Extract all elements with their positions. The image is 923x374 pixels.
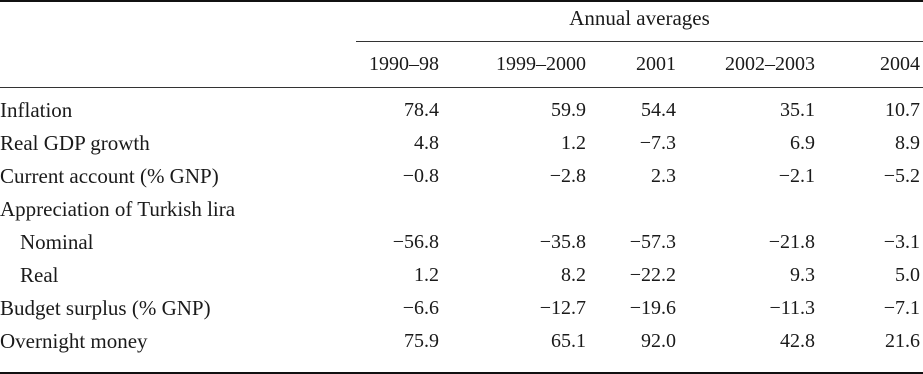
table-cell: −21.8 — [768, 231, 815, 253]
table-cell: 8.2 — [561, 264, 586, 286]
table-cell: 5.0 — [895, 264, 920, 286]
table-cell: 6.9 — [790, 132, 815, 154]
column-header-2004: 2004 — [880, 53, 920, 75]
table-cell: 2.3 — [651, 165, 676, 187]
table-cell: 1.2 — [561, 132, 586, 154]
row-label: Nominal — [20, 230, 94, 254]
row-label: Real GDP growth — [0, 131, 150, 155]
group-header-rule — [356, 41, 923, 42]
row-label: Real — [20, 263, 59, 287]
table-row-current-account — [0, 163, 923, 191]
table-cell: −3.1 — [883, 231, 920, 253]
row-label: Current account (% GNP) — [0, 164, 219, 188]
table-cell: 42.8 — [780, 330, 815, 352]
table-cell: 4.8 — [414, 132, 439, 154]
column-header-2002-2003: 2002–2003 — [725, 53, 815, 75]
table-row-real — [0, 262, 923, 290]
table-cell: −2.8 — [549, 165, 586, 187]
table-cell: 9.3 — [790, 264, 815, 286]
table-cell: 35.1 — [780, 99, 815, 121]
table-cell: −12.7 — [539, 297, 586, 319]
table-cell: 75.9 — [404, 330, 439, 352]
table-cell: 65.1 — [551, 330, 586, 352]
table-cell: 1.2 — [414, 264, 439, 286]
table-cell: 92.0 — [641, 330, 676, 352]
table-cell: −6.6 — [402, 297, 439, 319]
table-cell: −7.1 — [883, 297, 920, 319]
table-cell: −0.8 — [402, 165, 439, 187]
row-label: Budget surplus (% GNP) — [0, 296, 211, 320]
table-cell: 10.7 — [885, 99, 920, 121]
row-label: Appreciation of Turkish lira — [0, 197, 236, 221]
group-header: Annual averages — [569, 6, 710, 30]
table-cell: −57.3 — [629, 231, 676, 253]
table-cell: −2.1 — [778, 165, 815, 187]
table-cell: −5.2 — [883, 165, 920, 187]
column-header-2001: 2001 — [636, 53, 676, 75]
table-cell: −56.8 — [392, 231, 439, 253]
table-cell: 54.4 — [641, 99, 676, 121]
table-row-overnight-money — [0, 328, 923, 356]
table-cell: −35.8 — [539, 231, 586, 253]
row-label: Overnight money — [0, 329, 148, 353]
table-cell: −11.3 — [769, 297, 815, 319]
header-rule — [0, 87, 923, 88]
table-row-budget-surplus — [0, 295, 923, 323]
table-cell: −7.3 — [639, 132, 676, 154]
table-cell: −19.6 — [629, 297, 676, 319]
column-header-1990-98: 1990–98 — [369, 53, 439, 75]
table-cell: −22.2 — [629, 264, 676, 286]
top-rule — [0, 0, 923, 2]
table-row-inflation — [0, 97, 923, 125]
table-row-nominal — [0, 229, 923, 257]
table-row-appreciation-heading — [0, 196, 923, 224]
table-cell: 8.9 — [895, 132, 920, 154]
column-header-1999-2000: 1999–2000 — [496, 53, 586, 75]
table-cell: 21.6 — [885, 330, 920, 352]
row-label: Inflation — [0, 98, 73, 122]
table-cell: 59.9 — [551, 99, 586, 121]
table-cell: 78.4 — [404, 99, 439, 121]
table-row-real-gdp-growth — [0, 130, 923, 158]
